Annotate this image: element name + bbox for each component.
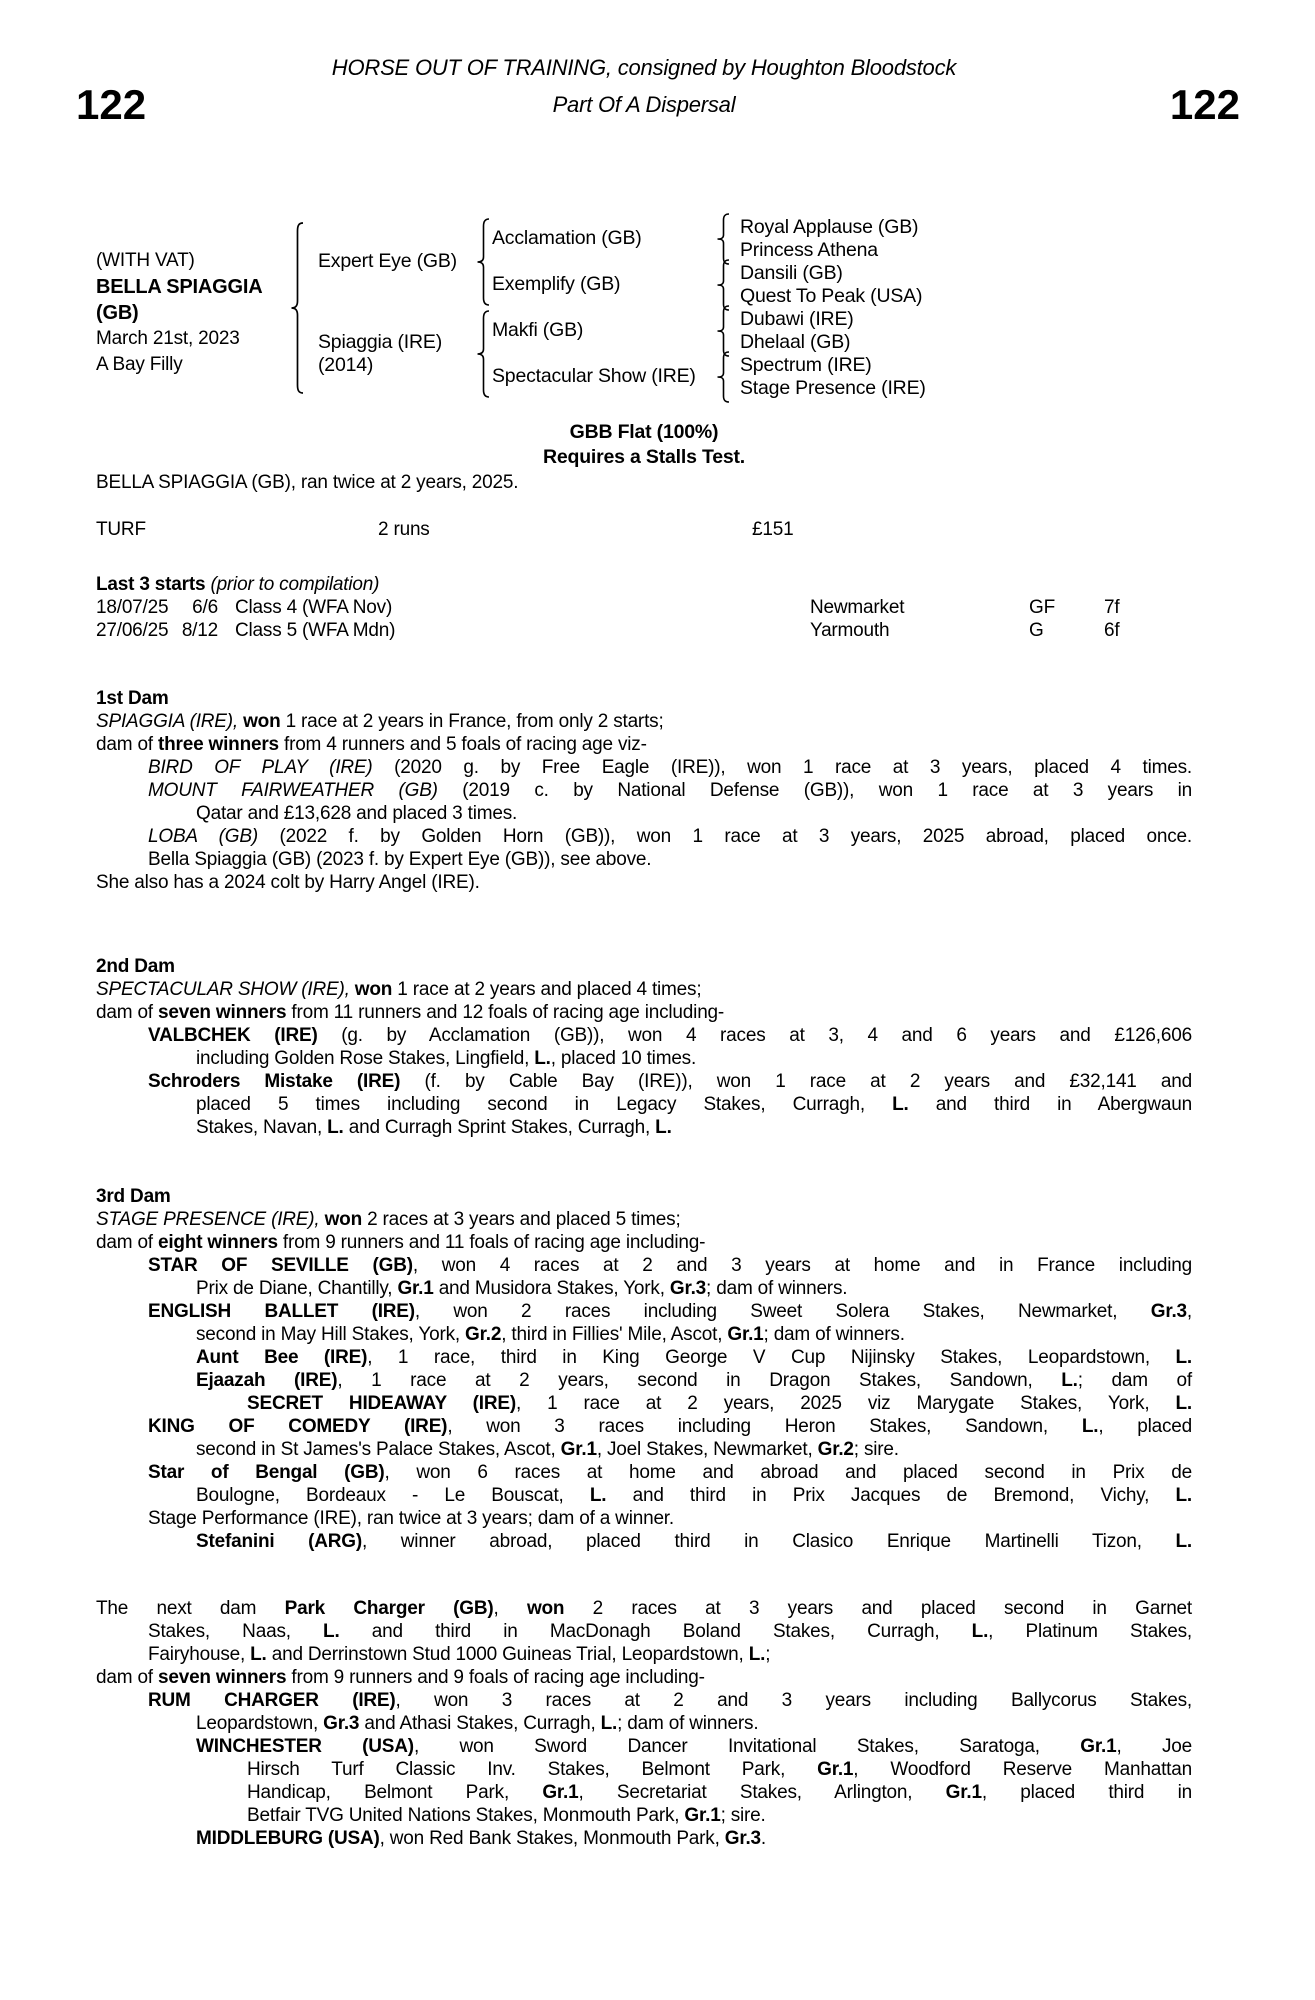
- text-segment: Gr.2: [465, 1324, 502, 1345]
- dispersal-subtitle: Part Of A Dispersal: [552, 92, 736, 117]
- text-segment: 2 races at 3 years and placed second in Garnet: [564, 1598, 1193, 1619]
- text-segment: L.: [1175, 1393, 1192, 1414]
- text-segment: Gr.3: [669, 1278, 707, 1299]
- text-segment: Gr.1: [542, 1782, 579, 1803]
- pedigree-brace: [716, 259, 732, 311]
- pedigree-brace: [476, 310, 492, 398]
- record-runs: 2 runs: [378, 519, 430, 540]
- great-grandparent-name: Dhelaal (GB): [740, 331, 851, 353]
- text-segment: Stage Performance (IRE), ran twice at 3 years; dam of a winner.: [148, 1508, 674, 1529]
- text-segment: Gr.3: [1150, 1301, 1187, 1322]
- text-segment: .: [760, 1828, 767, 1849]
- text-segment: three winners: [157, 734, 279, 755]
- text-segment: Gr.3: [724, 1828, 761, 1849]
- granddam-name: Exemplify (GB): [492, 273, 621, 295]
- record-row: [96, 518, 1192, 541]
- text-segment: (2020 g. by Free Eagle (IRE)), won 1 race at 3 years, placed 4 times.: [372, 757, 1192, 778]
- text-line: [96, 825, 1192, 848]
- text-segment: from 4 runners and 5 foals of racing age viz-: [278, 734, 647, 755]
- text-segment: ; dam of winners.: [763, 1324, 905, 1345]
- text-line: [96, 1758, 1192, 1781]
- dam-year: (2014): [318, 354, 374, 376]
- text-segment: and Musidora Stakes, York,: [433, 1278, 670, 1299]
- text-segment: second in May Hill Stakes, York,: [196, 1324, 466, 1345]
- text-segment: dam of: [96, 1667, 158, 1688]
- pedigree-brace: [716, 305, 732, 357]
- text-line: [96, 1415, 1192, 1438]
- last-starts-title: [96, 573, 379, 596]
- pedigree-brace: [290, 222, 306, 394]
- text-segment: , won 6 races at home and abroad and placed second in Prix de: [384, 1462, 1192, 1483]
- section-heading: [96, 1185, 1192, 1208]
- text-segment: (2022 f. by Golden Horn (GB)), won 1 race at 3 years, 2025 abroad, placed once.: [257, 826, 1192, 847]
- section-lines: [96, 955, 1192, 1139]
- text-segment: Gr.1: [1080, 1736, 1117, 1757]
- start-going: GF: [1029, 597, 1055, 618]
- text-segment: and third in MacDonagh Boland Stakes, Curragh,: [339, 1621, 972, 1642]
- text-segment: Gr.1: [397, 1278, 434, 1299]
- text-line: [96, 1047, 1192, 1070]
- text-line: [96, 1597, 1192, 1620]
- record-earnings: £151: [752, 519, 794, 540]
- text-segment: and third in Abergwaun: [908, 1094, 1192, 1115]
- horse-name-suffix: (GB): [96, 302, 139, 324]
- lot-number-right: 122: [1169, 81, 1240, 128]
- start-course: Yarmouth: [810, 620, 890, 641]
- text-line: [96, 1300, 1192, 1323]
- text-segment: dam of: [96, 1232, 158, 1253]
- text-segment: WINCHESTER (USA): [196, 1736, 414, 1757]
- great-grandparent-name: Dubawi (IRE): [740, 308, 854, 330]
- text-segment: ; sire.: [720, 1805, 766, 1826]
- text-segment: 2 races at 3 years and placed 5 times;: [362, 1209, 681, 1230]
- granddam-name: Spectacular Show (IRE): [492, 365, 696, 387]
- horse-name: BELLA SPIAGGIA: [96, 276, 263, 298]
- great-grandparent-name: Dansili (GB): [740, 262, 843, 284]
- text-segment: , won 3 races at 2 and 3 years including Ballycorus Stakes,: [395, 1690, 1193, 1711]
- text-line: [96, 756, 1192, 779]
- text-line: [96, 710, 1192, 733]
- start-position: 6/6: [192, 597, 218, 618]
- text-segment: ,: [1186, 1301, 1192, 1322]
- section-heading: [96, 687, 1192, 710]
- text-segment: Gr.1: [684, 1805, 721, 1826]
- text-segment: Gr.1: [817, 1759, 854, 1780]
- text-segment: , won Red Bank Stakes, Monmouth Park,: [379, 1828, 725, 1849]
- text-line: [96, 1643, 1192, 1666]
- text-line: [96, 1070, 1192, 1093]
- text-segment: (2019 c. by National Defense (GB)), won 1 race at 3 years in: [437, 780, 1192, 801]
- sire-name: Expert Eye (GB): [318, 250, 457, 272]
- text-line: [96, 1620, 1192, 1643]
- start-course: Newmarket: [810, 597, 905, 618]
- text-segment: Handicap, Belmont Park,: [247, 1782, 543, 1803]
- pedigree-brace: [716, 213, 732, 265]
- stalls-test-note: Requires a Stalls Test.: [542, 446, 746, 468]
- text-segment: , placed 10 times.: [550, 1048, 697, 1069]
- text-segment: MIDDLEBURG (USA): [196, 1828, 380, 1849]
- text-segment: ENGLISH BALLET (IRE): [148, 1301, 415, 1322]
- text-segment: dam of: [96, 1002, 158, 1023]
- text-segment: Star of Bengal (GB): [148, 1462, 385, 1483]
- text-line: [96, 1484, 1192, 1507]
- start-date: 27/06/25: [96, 620, 169, 641]
- text-segment: L.: [892, 1094, 909, 1115]
- text-segment: , won 3 races including Heron Stakes, Sandown,: [447, 1416, 1082, 1437]
- text-segment: Stakes, Navan,: [196, 1117, 328, 1138]
- text-segment: second in St James's Palace Stakes, Ascot,: [196, 1439, 561, 1460]
- text-segment: Hirsch Turf Classic Inv. Stakes, Belmont Park,: [247, 1759, 818, 1780]
- text-segment: from 9 runners and 11 foals of racing age including-: [277, 1232, 706, 1253]
- section-2nd-dam: [96, 955, 1192, 1139]
- text-segment: L.: [589, 1485, 607, 1506]
- text-segment: , 1 race, third in King George V Cup Nijinsky Stakes, Leopardstown,: [367, 1347, 1176, 1368]
- section-1st-dam: [96, 687, 1192, 894]
- start-distance: 6f: [1104, 620, 1120, 641]
- text-segment: , won Sword Dancer Invitational Stakes, Saratoga,: [413, 1736, 1081, 1757]
- text-segment: L.: [971, 1621, 989, 1642]
- text-segment: from 9 runners and 9 foals of racing age including-: [286, 1667, 705, 1688]
- text-segment: SECRET HIDEAWAY (IRE): [247, 1393, 516, 1414]
- catalog-title: HORSE OUT OF TRAINING, consigned by Houghton Bloodstock: [331, 55, 957, 80]
- text-segment: L.: [534, 1048, 551, 1069]
- text-segment: and Derrinstown Stud 1000 Guineas Trial, Leopardstown,: [266, 1644, 749, 1665]
- section-heading: [96, 955, 1192, 978]
- text-line: [96, 1346, 1192, 1369]
- last-starts-row: [96, 596, 1192, 619]
- great-grandparent-name: Stage Presence (IRE): [740, 377, 926, 399]
- text-segment: STAR OF SEVILLE (GB): [148, 1255, 413, 1276]
- text-line: [96, 1712, 1192, 1735]
- text-segment: , Joel Stakes, Newmarket,: [596, 1439, 818, 1460]
- section-lines: [96, 1597, 1192, 1850]
- text-segment: L.: [1175, 1347, 1192, 1368]
- text-segment: , Joe: [1116, 1736, 1192, 1757]
- text-segment: Boulogne, Bordeaux - Le Bouscat,: [196, 1485, 590, 1506]
- text-line: [96, 1024, 1192, 1047]
- text-segment: ,: [493, 1598, 527, 1619]
- text-segment: STAGE PRESENCE (IRE),: [96, 1209, 320, 1230]
- start-distance: 7f: [1104, 597, 1120, 618]
- text-segment: placed 5 times including second in Legacy Stakes, Curragh,: [196, 1094, 893, 1115]
- text-segment: Stefanini (ARG): [196, 1531, 363, 1552]
- text-segment: BIRD OF PLAY (IRE): [148, 757, 373, 778]
- text-segment: , Platinum Stakes,: [988, 1621, 1192, 1642]
- section-lines: [96, 687, 1192, 894]
- text-segment: KING OF COMEDY (IRE): [148, 1416, 448, 1437]
- text-line: [96, 1666, 1192, 1689]
- text-segment: 3rd Dam: [96, 1186, 171, 1207]
- text-segment: won: [526, 1598, 565, 1619]
- text-line: [96, 1781, 1192, 1804]
- text-segment: Gr.1: [560, 1439, 597, 1460]
- text-segment: and Curragh Sprint Stakes, Curragh,: [343, 1117, 656, 1138]
- pedigree-brace: [716, 351, 732, 403]
- text-segment: (prior to compilation): [210, 574, 380, 595]
- start-position: 8/12: [181, 620, 218, 641]
- text-segment: (f. by Cable Bay (IRE)), won 1 race at 2 years and £32,141 and: [400, 1071, 1192, 1092]
- text-segment: ; dam of: [1077, 1370, 1192, 1391]
- text-line: [96, 1804, 1192, 1827]
- text-line: [96, 733, 1192, 756]
- start-date: 18/07/25: [96, 597, 169, 618]
- text-line: [96, 1827, 1192, 1850]
- text-line: [96, 1507, 1192, 1530]
- text-segment: Leopardstown,: [196, 1713, 324, 1734]
- text-segment: including Golden Rose Stakes, Lingfield,: [196, 1048, 535, 1069]
- text-segment: 2nd Dam: [96, 956, 175, 977]
- text-segment: Bella Spiaggia (GB) (2023 f. by Expert Eye (GB)), see above.: [148, 849, 652, 870]
- text-segment: L.: [250, 1644, 267, 1665]
- text-segment: dam of: [96, 734, 158, 755]
- text-line: [96, 1231, 1192, 1254]
- text-segment: Fairyhouse,: [148, 1644, 251, 1665]
- foaling-date: March 21st, 2023: [96, 328, 240, 349]
- text-segment: LOBA (GB): [148, 826, 258, 847]
- gbb-note: GBB Flat (100%): [569, 421, 719, 443]
- text-segment: Betfair TVG United Nations Stakes, Monmouth Park,: [247, 1805, 685, 1826]
- last-starts-heading: [96, 573, 1192, 596]
- text-segment: ; dam of winners.: [617, 1713, 759, 1734]
- text-line: [96, 802, 1192, 825]
- text-segment: L.: [323, 1621, 340, 1642]
- text-segment: won: [324, 1209, 362, 1230]
- text-segment: , won 4 races at 2 and 3 years at home and in France including: [412, 1255, 1192, 1276]
- text-segment: L.: [600, 1713, 618, 1734]
- text-segment: L.: [327, 1117, 344, 1138]
- text-segment: Prix de Diane, Chantilly,: [196, 1278, 398, 1299]
- text-segment: Gr.2: [817, 1439, 854, 1460]
- text-segment: seven winners: [157, 1002, 287, 1023]
- text-segment: , Woodford Reserve Manhattan: [853, 1759, 1192, 1780]
- great-grandparent-name: Royal Applause (GB): [740, 216, 919, 238]
- text-segment: MOUNT FAIRWEATHER (GB): [148, 780, 438, 801]
- text-segment: VALBCHEK (IRE): [148, 1025, 318, 1046]
- section-3rd-dam: [96, 1185, 1192, 1553]
- great-grandparent-name: Spectrum (IRE): [740, 354, 872, 376]
- race-summary-line: BELLA SPIAGGIA (GB), ran twice at 2 years, 2025.: [96, 472, 519, 493]
- text-segment: L.: [1081, 1416, 1099, 1437]
- text-line: [96, 1735, 1192, 1758]
- text-line: [96, 779, 1192, 802]
- text-segment: , won 2 races including Sweet Solera Stakes, Newmarket,: [414, 1301, 1151, 1322]
- text-line: [96, 1689, 1192, 1712]
- text-segment: (g. by Acclamation (GB)), won 4 races at 3, 4 and 6 years and £126,606: [317, 1025, 1192, 1046]
- text-segment: Gr.1: [727, 1324, 764, 1345]
- text-segment: and third in Prix Jacques de Bremond, Vichy,: [606, 1485, 1176, 1506]
- section-lines: [96, 1185, 1192, 1553]
- horse-description: A Bay Filly: [96, 354, 183, 375]
- text-segment: L.: [655, 1117, 672, 1138]
- text-segment: Park Charger (GB): [284, 1598, 494, 1619]
- text-line: [96, 1093, 1192, 1116]
- text-segment: , third in Fillies' Mile, Ascot,: [501, 1324, 728, 1345]
- text-segment: L.: [1175, 1485, 1192, 1506]
- lot-number-left: 122: [76, 81, 147, 128]
- text-segment: Ejaazah (IRE): [196, 1370, 338, 1391]
- text-line: [96, 1254, 1192, 1277]
- text-line: [96, 1323, 1192, 1346]
- text-segment: , 1 race at 2 years, second in Dragon Stakes, Sandown,: [337, 1370, 1062, 1391]
- text-segment: , winner abroad, placed third in Clasico Enrique Martinelli Tizon,: [362, 1531, 1176, 1552]
- grandsire-name: Acclamation (GB): [492, 227, 642, 249]
- text-line: [96, 1461, 1192, 1484]
- text-segment: and Athasi Stakes, Curragh,: [359, 1713, 601, 1734]
- pedigree-brace: [476, 218, 492, 306]
- text-segment: Gr.1: [945, 1782, 982, 1803]
- text-segment: ; sire.: [853, 1439, 899, 1460]
- text-segment: won: [243, 711, 281, 732]
- text-line: [96, 1001, 1192, 1024]
- text-segment: Qatar and £13,628 and placed 3 times.: [196, 803, 518, 824]
- text-segment: , Secretariat Stakes, Arlington,: [578, 1782, 946, 1803]
- great-grandparent-name: Quest To Peak (USA): [740, 285, 923, 307]
- text-line: [96, 1208, 1192, 1231]
- text-line: [96, 848, 1192, 871]
- text-segment: from 11 runners and 12 foals of racing age including-: [286, 1002, 725, 1023]
- text-segment: RUM CHARGER (IRE): [148, 1690, 396, 1711]
- text-segment: Aunt Bee (IRE): [196, 1347, 368, 1368]
- text-line: [96, 1116, 1192, 1139]
- text-segment: seven winners: [157, 1667, 287, 1688]
- great-grandparent-name: Princess Athena: [740, 239, 878, 261]
- grandsire-name: Makfi (GB): [492, 319, 584, 341]
- text-segment: SPIAGGIA (IRE),: [96, 711, 238, 732]
- text-segment: Stakes, Naas,: [148, 1621, 324, 1642]
- text-segment: , placed: [1098, 1416, 1192, 1437]
- text-segment: ; dam of winners.: [706, 1278, 848, 1299]
- text-segment: 1 race at 2 years in France, from only 2 starts;: [280, 711, 664, 732]
- text-line: [96, 1369, 1192, 1392]
- text-line: [96, 1277, 1192, 1300]
- text-line: [96, 1530, 1192, 1553]
- dam-name: Spiaggia (IRE): [318, 331, 443, 353]
- text-line: [96, 871, 1192, 894]
- text-segment: ;: [765, 1644, 771, 1665]
- text-segment: SPECTACULAR SHOW (IRE),: [96, 979, 350, 1000]
- text-segment: L.: [748, 1644, 766, 1665]
- start-going: G: [1029, 620, 1044, 641]
- text-segment: 1 race at 2 years and placed 4 times;: [392, 979, 702, 1000]
- record-surface: TURF: [96, 519, 146, 540]
- text-segment: Last 3 starts: [96, 574, 206, 595]
- last-starts-row: [96, 619, 1192, 642]
- text-segment: eight winners: [157, 1232, 278, 1253]
- text-segment: She also has a 2024 colt by Harry Angel (IRE).: [96, 872, 480, 893]
- text-segment: won: [354, 979, 393, 1000]
- text-line: [96, 1438, 1192, 1461]
- start-race: Class 5 (WFA Mdn): [235, 620, 396, 641]
- text-segment: , 1 race at 2 years, 2025 viz Marygate Stakes, York,: [515, 1393, 1176, 1414]
- text-segment: L.: [1061, 1370, 1078, 1391]
- text-segment: Gr.3: [323, 1713, 360, 1734]
- text-segment: L.: [1175, 1531, 1193, 1552]
- text-segment: , placed third in: [981, 1782, 1192, 1803]
- text-line: [96, 978, 1192, 1001]
- text-segment: 1st Dam: [96, 688, 169, 709]
- text-segment: Schroders Mistake (IRE): [148, 1071, 401, 1092]
- start-race: Class 4 (WFA Nov): [235, 597, 393, 618]
- text-line: [96, 1392, 1192, 1415]
- vat-note: (WITH VAT): [96, 250, 195, 271]
- text-segment: The next dam: [96, 1598, 285, 1619]
- section-next-dam: [96, 1597, 1192, 1850]
